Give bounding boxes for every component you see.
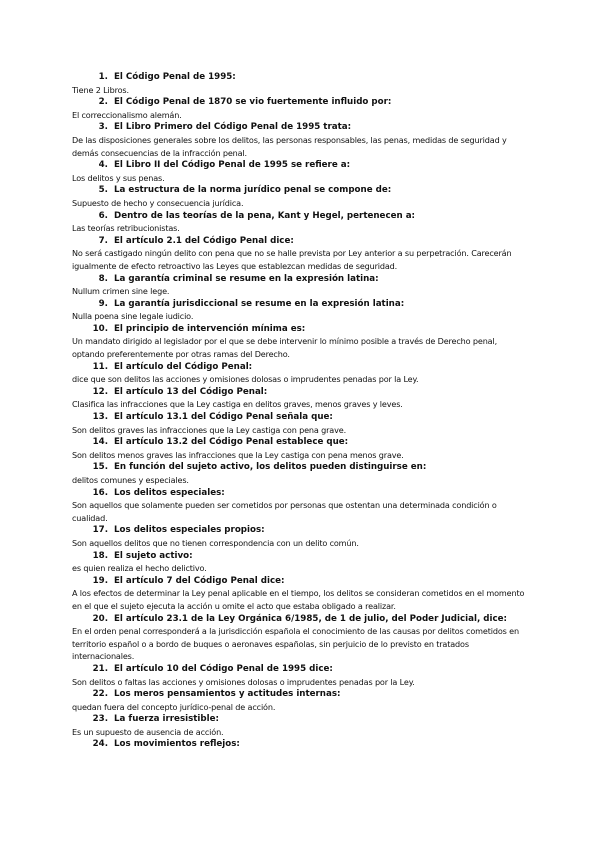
question-heading — [72, 713, 528, 726]
question-text: El artículo 10 del Código Penal de 1995 dice: — [114, 663, 333, 674]
question-item — [72, 235, 528, 273]
answer-text: Son delitos menos graves las infracciones que la Ley castiga con pena menos grave. — [72, 449, 404, 460]
question-text: El Libro Primero del Código Penal de 1995 trata: — [114, 122, 352, 133]
answer-text: Es un supuesto de ausencia de acción. — [72, 726, 224, 737]
answer-text: Un mandato dirigido al legislador por el que se debe intervenir lo mínimo posible a través de Derecho penal, optando preferentemente por otras ramas del Derecho. — [72, 336, 498, 360]
question-number: 16. — [92, 487, 108, 498]
question-item — [72, 550, 528, 575]
answer-text: Las teorías retribucionistas. — [72, 223, 180, 234]
question-text: El principio de intervención mínima es: — [114, 323, 306, 334]
question-number: 18. — [92, 550, 108, 561]
question-heading — [72, 210, 528, 223]
question-number: 14. — [92, 437, 108, 448]
answer-text: Son aquellos que solamente pueden ser cometidos por personas que ostentan una determinada condición o cualidad. — [72, 500, 497, 523]
question-number: 10. — [92, 323, 108, 334]
answer-text: El correccionalismo alemán. — [72, 109, 182, 120]
question-text: La garantía jurisdiccional se resume en la expresión latina: — [114, 298, 405, 309]
question-number: 8. — [98, 273, 108, 284]
answer-text: Clasifica las infracciones que la Ley castiga en delitos graves, menos graves y leves. — [72, 399, 403, 410]
answer-text: Los delitos y sus penas. — [72, 172, 165, 183]
question-item — [72, 184, 528, 209]
question-heading — [72, 461, 528, 474]
answer-text: Son aquellos delitos que no tienen correspondencia con un delito común. — [72, 537, 359, 548]
question-item — [72, 273, 528, 298]
question-item — [72, 96, 528, 121]
answer-text: A los efectos de determinar la Ley penal aplicable en el tiempo, los delitos se consideran cometidos en el momento en el que el sujeto ejecuta la acción u omite el acto que estaba obligado a realizar. — [72, 588, 525, 611]
question-number: 23. — [92, 714, 108, 725]
question-text: Los delitos especiales propios: — [114, 525, 265, 536]
answer-text: Nulla poena sine legale iudicio. — [72, 311, 194, 322]
question-item — [72, 738, 528, 751]
question-number: 6. — [98, 210, 108, 221]
answer-text: dice que son delitos las acciones y omisiones dolosas o imprudentes penadas por la Ley. — [72, 374, 419, 385]
question-item — [72, 210, 528, 235]
question-number: 12. — [92, 386, 108, 397]
question-number: 15. — [92, 462, 108, 473]
question-heading — [72, 298, 528, 311]
answer-text: De las disposiciones generales sobre los delitos, las personas responsables, las penas, medidas de seguridad y demás consecuencias de la infracción penal. — [72, 134, 507, 158]
question-text: El artículo 13 del Código Penal: — [114, 386, 268, 397]
question-item — [72, 487, 528, 525]
question-heading — [72, 159, 528, 172]
question-heading — [72, 121, 528, 134]
question-text: La estructura de la norma jurídico penal se compone de: — [114, 185, 392, 196]
question-text: En función del sujeto activo, los delitos pueden distinguirse en: — [114, 462, 427, 473]
question-heading — [72, 575, 528, 588]
question-item — [72, 323, 528, 361]
question-number: 11. — [92, 361, 108, 372]
question-item — [72, 71, 528, 96]
question-number: 22. — [92, 689, 108, 700]
question-heading — [72, 688, 528, 701]
question-text: Dentro de las teorías de la pena, Kant y Hegel, pertenecen a: — [114, 210, 416, 221]
question-number: 5. — [98, 185, 108, 196]
question-heading — [72, 235, 528, 248]
question-heading — [72, 71, 528, 84]
question-heading — [72, 550, 528, 563]
question-item — [72, 663, 528, 688]
question-heading — [72, 184, 528, 197]
answer-text: Supuesto de hecho y consecuencia jurídica. — [72, 197, 244, 208]
answer-text: quedan fuera del concepto jurídico-penal de acción. — [72, 701, 276, 712]
question-heading — [72, 411, 528, 424]
question-heading — [72, 323, 528, 336]
question-number: 24. — [92, 739, 108, 750]
question-text: El Libro II del Código Penal de 1995 se refiere a: — [114, 160, 351, 171]
question-number: 19. — [92, 575, 108, 586]
question-text: Los meros pensamientos y actitudes internas: — [114, 689, 341, 700]
answer-text: delitos comunes y especiales. — [72, 475, 189, 485]
answer-text: Son delitos o faltas las acciones y omisiones dolosas o imprudentes penadas por la Ley. — [72, 676, 415, 687]
question-item — [72, 159, 528, 184]
question-text: La garantía criminal se resume en la expresión latina: — [114, 273, 379, 284]
question-heading — [72, 663, 528, 676]
document-page — [72, 71, 528, 751]
question-text: El Código Penal de 1870 se vio fuertemente influido por: — [114, 97, 392, 108]
question-text: El sujeto activo: — [114, 550, 193, 561]
question-text: La fuerza irresistible: — [114, 714, 219, 725]
question-item — [72, 121, 528, 159]
question-number: 17. — [92, 525, 108, 536]
answer-text: En el orden penal corresponderá a la jurisdicción española el conocimiento de las causas por delitos cometidos en territorio español o a bordo de buques o aeronaves españolas, sin perjuicio de lo previsto en tratados internacionales. — [72, 626, 519, 662]
question-item — [72, 436, 528, 461]
question-item — [72, 575, 528, 613]
question-text: Los delitos especiales: — [114, 487, 225, 498]
question-number: 3. — [98, 122, 108, 133]
question-text: El artículo 2.1 del Código Penal dice: — [114, 235, 294, 246]
question-number: 1. — [98, 72, 108, 82]
question-text: El artículo 7 del Código Penal dice: — [114, 575, 285, 586]
question-heading — [72, 273, 528, 286]
question-heading — [72, 613, 528, 626]
answer-text: Son delitos graves las infracciones que la Ley castiga con pena grave. — [72, 424, 346, 435]
question-heading — [72, 96, 528, 109]
question-number: 2. — [98, 97, 108, 108]
question-number: 13. — [92, 412, 108, 423]
question-text: El artículo 13.2 del Código Penal establece que: — [114, 437, 349, 448]
question-item — [72, 461, 528, 486]
question-heading — [72, 386, 528, 399]
question-number: 9. — [98, 298, 108, 309]
question-heading — [72, 738, 528, 751]
question-heading — [72, 487, 528, 500]
question-text: El Código Penal de 1995: — [114, 72, 236, 82]
question-number: 4. — [98, 160, 108, 171]
question-text: El artículo 13.1 del Código Penal señala que: — [114, 412, 333, 423]
question-number: 21. — [92, 663, 108, 674]
question-item — [72, 361, 528, 386]
question-heading — [72, 524, 528, 537]
question-text: El artículo del Código Penal: — [114, 361, 253, 372]
question-item — [72, 713, 528, 738]
question-item — [72, 524, 528, 549]
answer-text: es quien realiza el hecho delictivo. — [72, 563, 207, 574]
question-heading — [72, 436, 528, 449]
question-item — [72, 298, 528, 323]
question-number: 20. — [92, 613, 108, 624]
question-text: El artículo 23.1 de la Ley Orgánica 6/1985, de 1 de julio, del Poder Judicial, dice: — [114, 613, 508, 624]
question-heading — [72, 361, 528, 374]
answer-text: No será castigado ningún delito con pena que no se halle prevista por Ley anterior a su perpetración. Carecerán igualmente de efecto retroactivo las Leyes que establezcan medidas de seguridad. — [72, 248, 512, 271]
question-text: Los movimientos reflejos: — [114, 739, 240, 750]
answer-text: Tiene 2 Libros. — [72, 84, 129, 95]
answer-text: Nullum crimen sine lege. — [72, 286, 170, 297]
question-item — [72, 411, 528, 436]
question-number: 7. — [98, 235, 108, 246]
question-item — [72, 688, 528, 713]
question-item — [72, 613, 528, 663]
question-item — [72, 386, 528, 411]
